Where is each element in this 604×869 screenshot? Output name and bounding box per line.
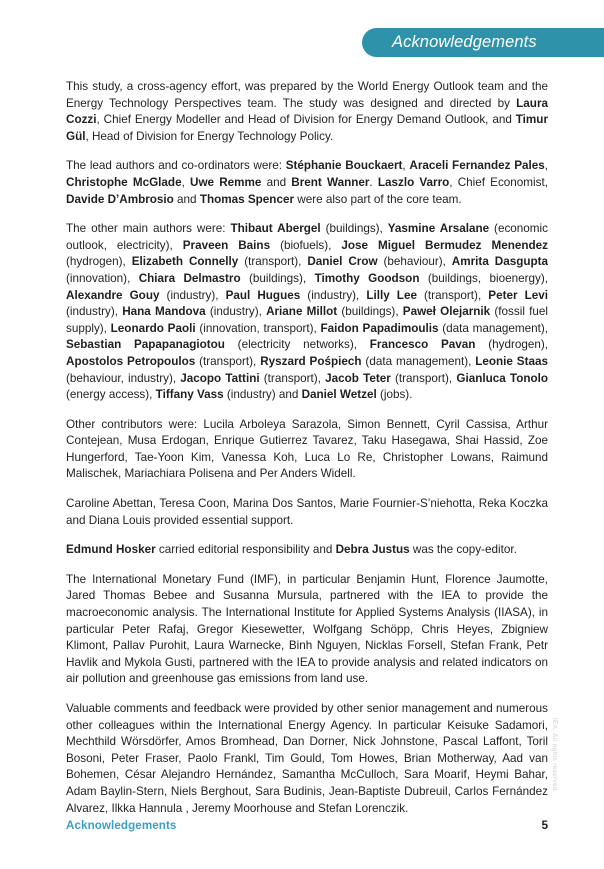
page-header-banner [362,28,604,57]
paragraph-lead-authors: The lead authors and co-ordinators were: Stéphanie Bouckaert, Araceli Fernandez Pales, Christophe McGlade, Uwe Remme and Brent Wanner. Laszlo Varro, Chief Economist, Davide D’Ambrosio and Thomas Spencer were also part of the core team. [66,159,548,206]
paragraph-essential-support: Caroline Abettan, Teresa Coon, Marina Dos Santos, Marie Fournier-S’niehotta, Reka Koczka and Diana Louis provided essential support. [66,497,548,527]
side-copyright-text: IEA. All rights reserved. [551,717,559,794]
page-header-title: Acknowledgements [392,33,537,51]
paragraph-other-contributors: Other contributors were: Lucila Arboleya Sarazola, Simon Bennett, Cyril Cassisa, Arthur Contejean, Musa Erdogan, Enrique Gutierrez Tavarez, Taku Hasegawa, Shai Hassid, Zoe Hungerford, Tae-Yoon Kim, Vanessa Koh, Luca Lo Re, Christopher Lowans, Raimund Malischek, Mariachiara Polisena and Per Anders Widell. [66,417,548,481]
footer-page-number: 5 [541,818,548,832]
page-footer [66,818,548,832]
paragraph-editorial: Edmund Hosker carried editorial responsibility and Debra Justus was the copy-editor. [66,543,517,557]
paragraph-valuable-comments: Valuable comments and feedback were provided by other senior management and numerous other colleagues within the International Energy Agency. In particular Keisuke Sadamori, Mechthild Wörsdörfer, Amos Bromhead, Dan Dorner, Nick Johnstone, Pascal Laffont, Toril Bosoni, Peter Fraser, Paolo Frankl, Tim Gould, Tom Howes, Brian Motherway, Aad van Bohemen, César Alejandro Hernández, Samantha McCulloch, Sara Moarif, Heymi Bahar, Adam Baylin-Stern, Niels Berghout, Sara Budinis, Jean-Baptiste Dubreuil, Carlos Fernández Alvarez, Ilkka Hannula , Jeremy Moorhouse and Stefan Lorenczik. [66,702,548,815]
paragraph-imf-iiasa: The International Monetary Fund (IMF), in particular Benjamin Hunt, Florence Jaumotte, Jared Thomas Bebee and Susanna Mursula, partnered with the IEA to provide the macroeconomic analysis. The International Institute for Applied Systems Analysis (IIASA), in particular Peter Rafaj, Gregor Kiesewetter, Wolfgang Schöpp, Chris Heyes, Zbigniew Klimont, Pallav Purohit, Laura Warnecke, Binh Nguyen, Nicklas Forsell, Stefan Frank, Petr Havlik and Mykola Gusti, partnered with the IEA to provide analysis and related indicators on air pollution and greenhouse gas emissions from land use. [66,572,548,686]
paragraph-main-authors: The other main authors were: Thibaut Abergel (buildings), Yasmine Arsalane (economic outlook, electricity), Praveen Bains (biofuels), Jose Miguel Bermudez Menendez (hydrogen), Elizabeth Connelly (transport), Daniel Crow (behaviour), Amrita Dasgupta (innovation), Chiara Delmastro (buildings), Timothy Goodson (buildings, bioenergy), Alexandre Gouy (industry), Paul Hugues (industry), Lilly Lee (transport), Peter Levi (industry), Hana Mandova (industry), Ariane Millot (buildings), Paweł Olejarnik (fossil fuel supply), Leonardo Paoli (innovation, transport), Faidon Papadimoulis (data management), Sebastian Papapanagiotou (electricity networks), Francesco Pavan (hydrogen), Apostolos Petropoulos (transport), Ryszard Pośpiech (data management), Leonie Staas (behaviour, industry), Jacopo Tattini (transport), Jacob Teter (transport), Gianluca Tonolo (energy access), Tiffany Vass (industry) and Daniel Wetzel (jobs). [66,222,549,402]
side-copyright-notice [548,717,562,852]
footer-section-label: Acknowledgements [66,819,177,832]
paragraph-intro: This study, a cross-agency effort, was prepared by the World Energy Outlook team and the Energy Technology Perspectives team. The study was designed and directed by Laura Cozzi, Chief Energy Modeller and Head of Division for Energy Demand Outlook, and Timur Gül, Head of Division for Energy Technology Policy. [66,80,548,143]
document-body [66,79,548,817]
